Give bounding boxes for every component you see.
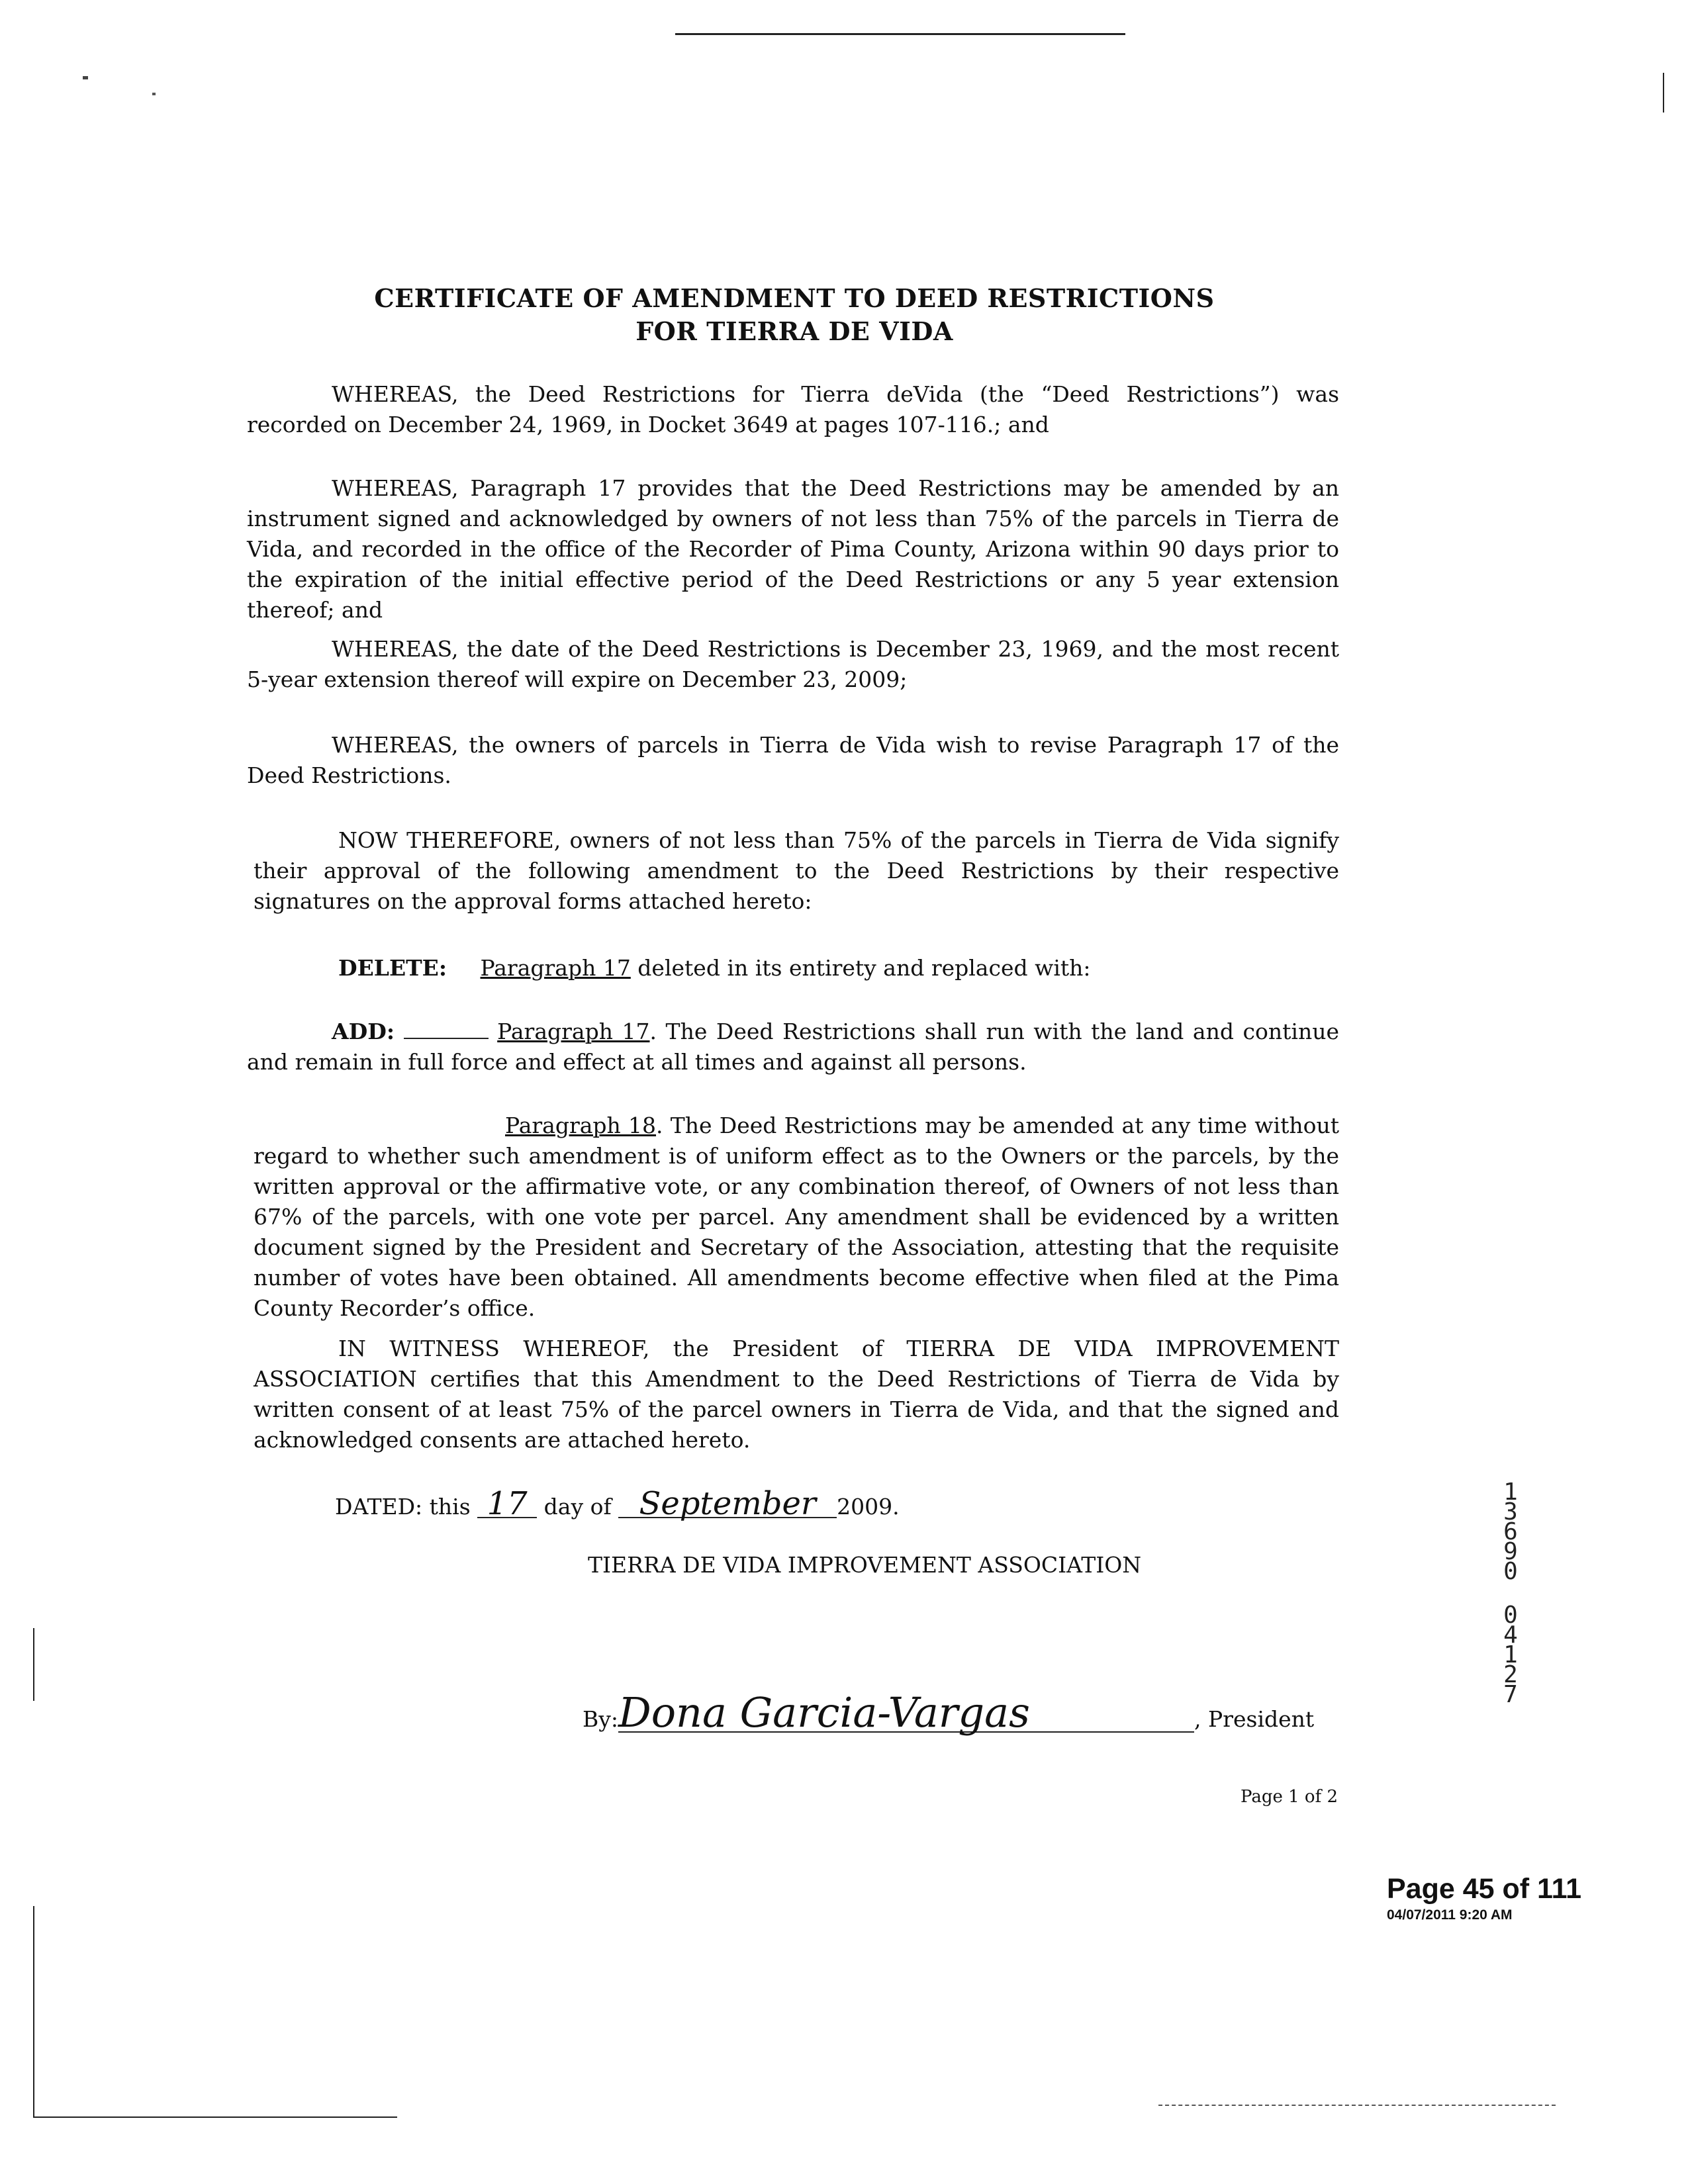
document-title: CERTIFICATE OF AMENDMENT TO DEED RESTRICTIONS <box>374 283 1215 313</box>
footer-timestamp: 04/07/2011 9:20 AM <box>1387 1907 1513 1923</box>
add-paragraph-ref: Paragraph 17 <box>497 1019 650 1044</box>
dated-line: DATED: this 17 day of September 2009. <box>335 1485 900 1522</box>
add-label: ADD: <box>332 1019 395 1044</box>
scan-edge-bottom <box>33 2116 397 2118</box>
whereas-paragraph-2: WHEREAS, Paragraph 17 provides that the Deed Restrictions may be amended by an instrument signed and acknowledged by owners of not less than 75% of the parcels in Tierra de Vida, and recorded in the office of the Recorder of Pima County, Arizona within 90 days prior to the expiration of the initial effective period of the Deed Restrictions or any 5 year extension thereof; and <box>247 475 1339 623</box>
whereas-paragraph-4: WHEREAS, the owners of parcels in Tierra de Vida wish to revise Paragraph 17 of the Deed Restrictions. <box>247 732 1339 788</box>
delete-paragraph-ref: Paragraph 17 <box>480 955 631 981</box>
footer-page-number: Page 45 of 111 <box>1387 1873 1582 1905</box>
scan-speck <box>152 93 156 95</box>
delete-clause: DELETE: Paragraph 17 deleted in its entirety and replaced with: <box>338 955 1091 981</box>
delete-label: DELETE: <box>338 955 447 981</box>
document-subtitle: FOR TIERRA DE VIDA <box>635 316 953 346</box>
president-signature: Dona Garcia-Vargas <box>618 1694 1194 1733</box>
signature-line: By:Dona Garcia-Vargas , President <box>583 1688 1315 1737</box>
witness-paragraph: IN WITNESS WHEREOF, the President of TIERRA DE VIDA IMPROVEMENT ASSOCIATION certifies that this Amendment to the Deed Restrictions of Tierra de Vida by written consent of at least 75% of the parcel owners in Tierra de Vida, and that the signed and acknowledged consents are attached hereto. <box>254 1336 1339 1453</box>
scan-edge-left <box>33 1906 34 2118</box>
scan-speck <box>83 76 88 79</box>
scan-edge-bottom-dashed <box>1158 2105 1556 2106</box>
recording-stamp: 1 3 6 9 0 0 4 1 2 7 <box>1503 1479 1518 1708</box>
dated-day: 17 <box>477 1490 537 1518</box>
scan-edge-left <box>33 1628 34 1701</box>
paragraph-18-ref: Paragraph 18 <box>505 1113 657 1138</box>
whereas-paragraph-1: WHEREAS, the Deed Restrictions for Tierra deVida (the “Deed Restrictions”) was recorded on December 24, 1969, in Docket 3649 at pages 107-116.; and <box>247 381 1339 437</box>
now-therefore-paragraph: NOW THEREFORE, owners of not less than 75% of the parcels in Tierra de Vida signify their approval of the following amendment to the Deed Restrictions by their respective signatures on the approval forms attached hereto: <box>254 827 1339 914</box>
scan-edge-right <box>1663 73 1664 113</box>
scan-top-rule <box>675 33 1125 35</box>
dated-month: September <box>618 1490 837 1518</box>
whereas-paragraph-3: WHEREAS, the date of the Deed Restrictions is December 23, 1969, and the most recent 5-year extension thereof will expire on December 23, 2009; <box>247 636 1339 692</box>
paragraph-18-clause: Paragraph 18. The Deed Restrictions may be amended at any time without regard to whether such amendment is of uniform effect as to the Owners or the parcels, by the written approval or the affirmative vote, or any combination thereof, of Owners of not less than 67% of the parcels, with one vote per parcel. Any amendment shall be evidenced by a written document signed by the President and Secretary of the Association, attesting that the requisite number of votes have been obtained. All amendments become effective when filed at the Pima County Recorder’s office. <box>254 1113 1339 1321</box>
association-name: TIERRA DE VIDA IMPROVEMENT ASSOCIATION <box>588 1552 1142 1578</box>
president-label: , President <box>1194 1706 1315 1732</box>
page-count: Page 1 of 2 <box>1241 1787 1338 1807</box>
add-clause: ADD: Paragraph 17. The Deed Restrictions shall run with the land and continue and remain in full force and effect at all times and against all persons. <box>247 1019 1339 1075</box>
